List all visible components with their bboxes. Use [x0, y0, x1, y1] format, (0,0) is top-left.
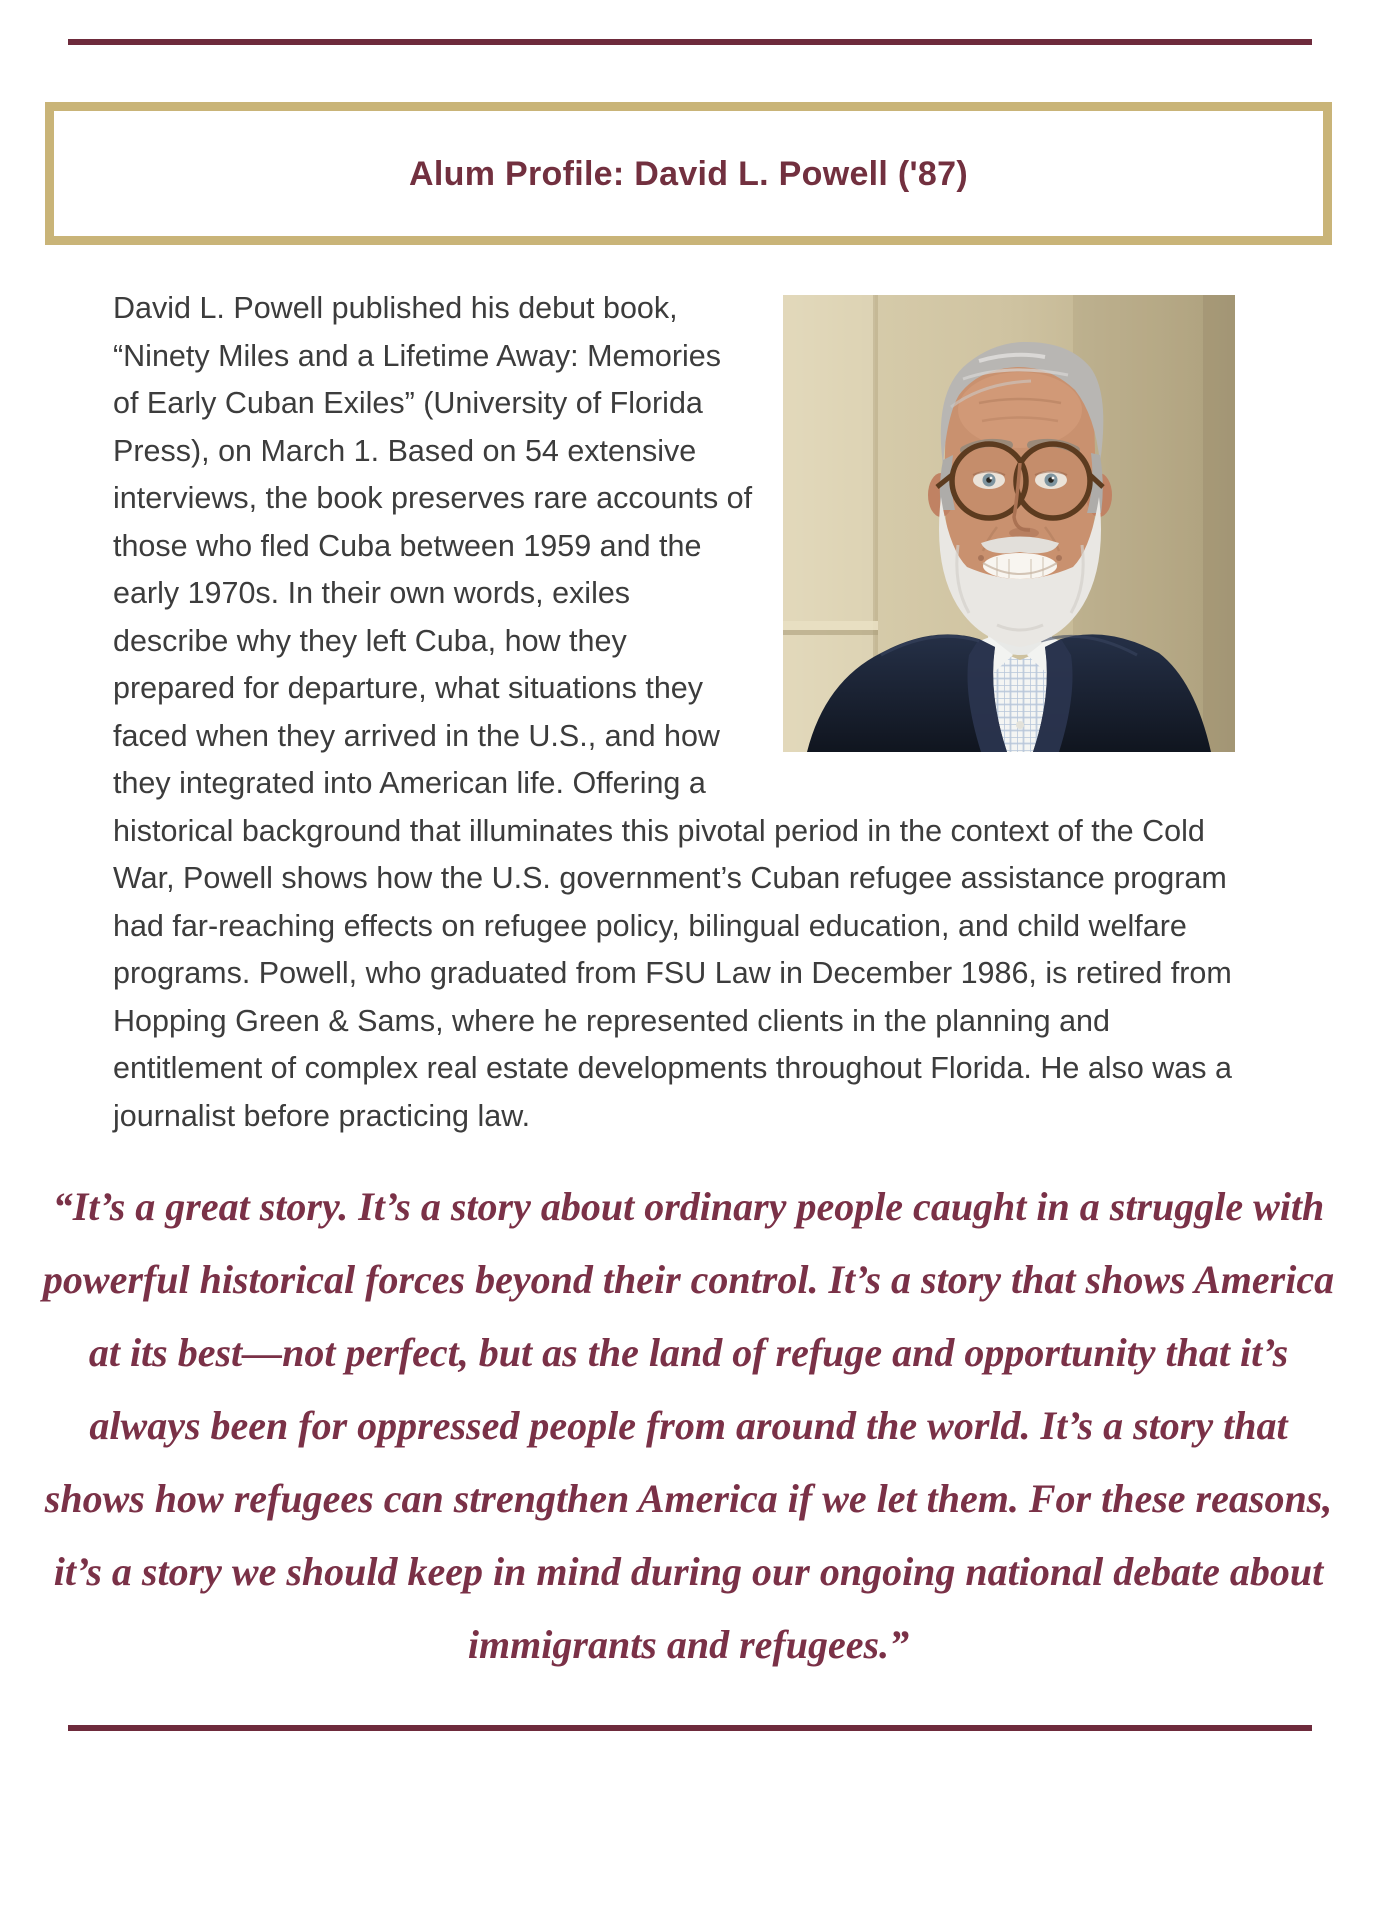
portrait-illustration — [783, 295, 1235, 752]
article-paragraph: David L. Powell published his debut book, “Ninety Miles and a Lifetime Away: Memories of Early Cuban Exiles” (University of Florida Press), on March 1. Based on 54 extensive interviews, the book preserves rare accounts of those who fled Cuba between 1959 and the early 1970s. In their own words, exiles describe why they left Cuba, how they prepared for departure, what situations they faced when they arrived in the U.S., and how they integrated into American life. Offering a historical background that illuminates this pivotal period in the context of the Cold War, Powell shows how the U.S. government’s Cuban refugee assistance program had far-reaching effects on refugee policy, bilingual education, and child welfare programs. Powell, who graduated from FSU Law in December 1986, is retired from Hopping Green & Sams, where he represented clients in the planning and entitlement of complex real estate developments throughout Florida. He also was a journalist before practicing law. — [113, 291, 1232, 1133]
page-title: Alum Profile: David L. Powell ('87) — [409, 154, 968, 193]
bottom-divider — [68, 1725, 1312, 1731]
article-body — [113, 285, 1235, 1140]
top-divider — [68, 39, 1312, 45]
pull-quote: “It’s a great story. It’s a story about ordinary people caught in a struggle with powerful historical forces beyond their control. It’s a story that shows America at its best—not perfect, but as the land of refuge and opportunity that it’s always been for oppressed people from around the world. It’s a story that shows how refugees can strengthen America if we let them. For these reasons, it’s a story we should keep in mind during our ongoing national debate about immigrants and refugees.” — [42, 1184, 1335, 1667]
alum-photo — [783, 295, 1235, 752]
title-box — [45, 102, 1332, 245]
